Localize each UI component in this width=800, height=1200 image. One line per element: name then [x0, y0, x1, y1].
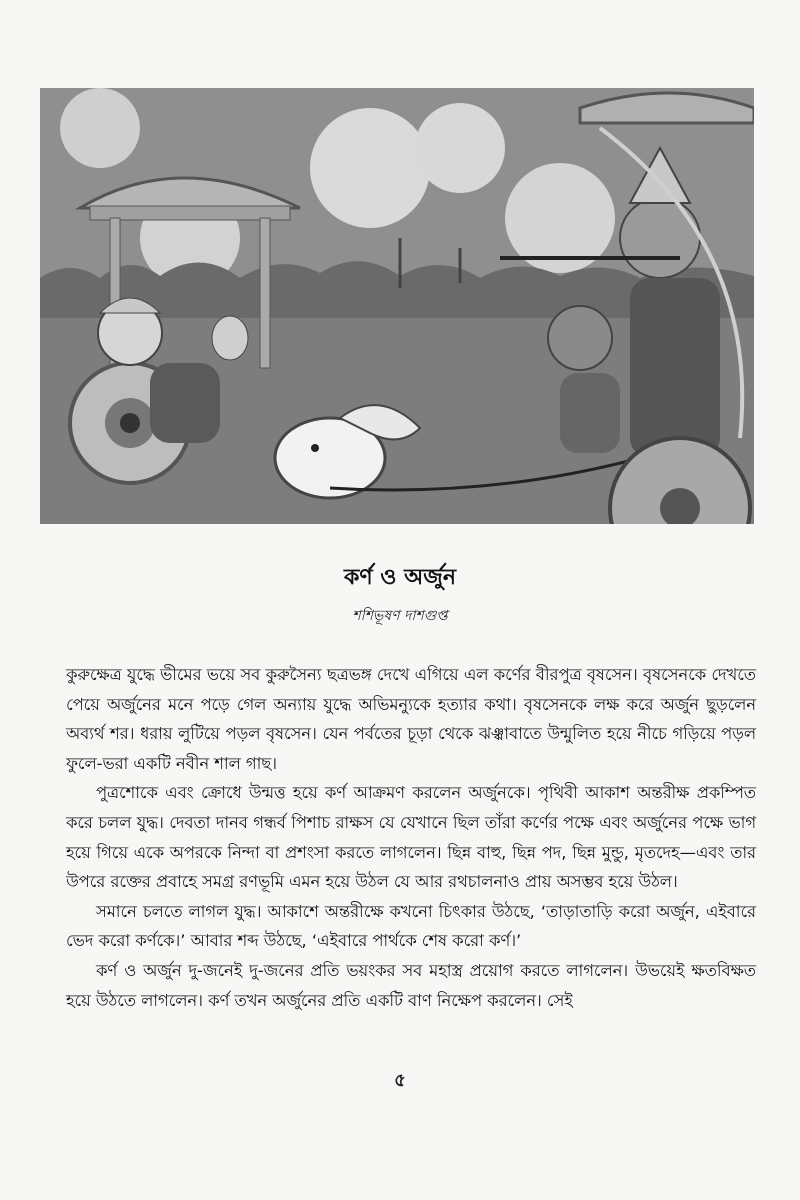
paragraph: সমানে চলতে লাগল যুদ্ধ। আকাশে অন্তরীক্ষে কখনো চিৎকার উঠছে, ‘তাড়াতাড়ি করো অর্জুন, এইবারে ভেদ করো কর্ণকে।’ আবার শব্দ উঠছে, ‘এইবারে পার্থকে শেষ করো কর্ণ।’ [66, 901, 756, 951]
paragraph: কর্ণ ও অর্জুন দু-জনেই দু-জনের প্রতি ভয়ংকর সব মহাস্ত্র প্রয়োগ করতে লাগলেন। উভয়েই ক্ষতবিক্ষত হয়ে উঠতে লাগলেন। কর্ণ তখন অর্জুনের প্রতি একটি বাণ নিক্ষেপ করলেন। সেই [66, 960, 756, 1010]
paragraph: পুত্রশোকে এবং ক্রোধে উন্মত্ত হয়ে কর্ণ আক্রমণ করলেন অর্জুনকে। পৃথিবী আকাশ অন্তরীক্ষ প্রকম্পিত করে চলল যুদ্ধ। দেবতা দানব গন্ধর্ব পিশাচ রাক্ষস যে যেখানে ছিল তাঁরা কর্ণের পক্ষে এবং অর্জুনের পক্ষে ভাগ হয়ে গিয়ে একে অপরকে নিন্দা বা প্রশংসা করতে লাগলেন। ছিন্ন বাহু, ছিন্ন পদ, ছিন্ন মুন্ডু, মৃতদেহ—এবং তার উপরে রক্তের প্রবাহে সমগ্র রণভূমি এমন হয়ে উঠল যে আর রথচালনাও প্রায় অসম্ভব হয়ে উঠল। [66, 783, 756, 892]
illustration-artwork [40, 88, 754, 524]
story-body [66, 660, 756, 1015]
battle-illustration [40, 88, 754, 524]
story-author: শশিভূষণ দাশগুপ্ত [352, 608, 448, 624]
page-number: ৫ [394, 1070, 406, 1091]
story-title: কর্ণ ও অর্জুন [343, 565, 457, 590]
paragraph: কুরুক্ষেত্র যুদ্ধে ভীমের ভয়ে সব কুরুসৈন্য ছত্রভঙ্গ দেখে এগিয়ে এল কর্ণের বীরপুত্র বৃষসেন। বৃষসেনকে দেখতে পেয়ে অর্জুনের মনে পড়ে গেল অন্যায় যুদ্ধে অভিমন্যুকে হত্যার কথা। বৃষসেনকে লক্ষ করে অর্জুন ছুড়লেন অব্যর্থ শর। ধরায় লুটিয়ে পড়ল বৃষসেন। যেন পর্বতের চূড়া থেকে ঝঞ্ঝাবাতে উন্মুলিত হয়ে নীচে গড়িয়ে পড়ল ফুলে-ভরা একটি নবীন শাল গাছ। [66, 665, 756, 773]
